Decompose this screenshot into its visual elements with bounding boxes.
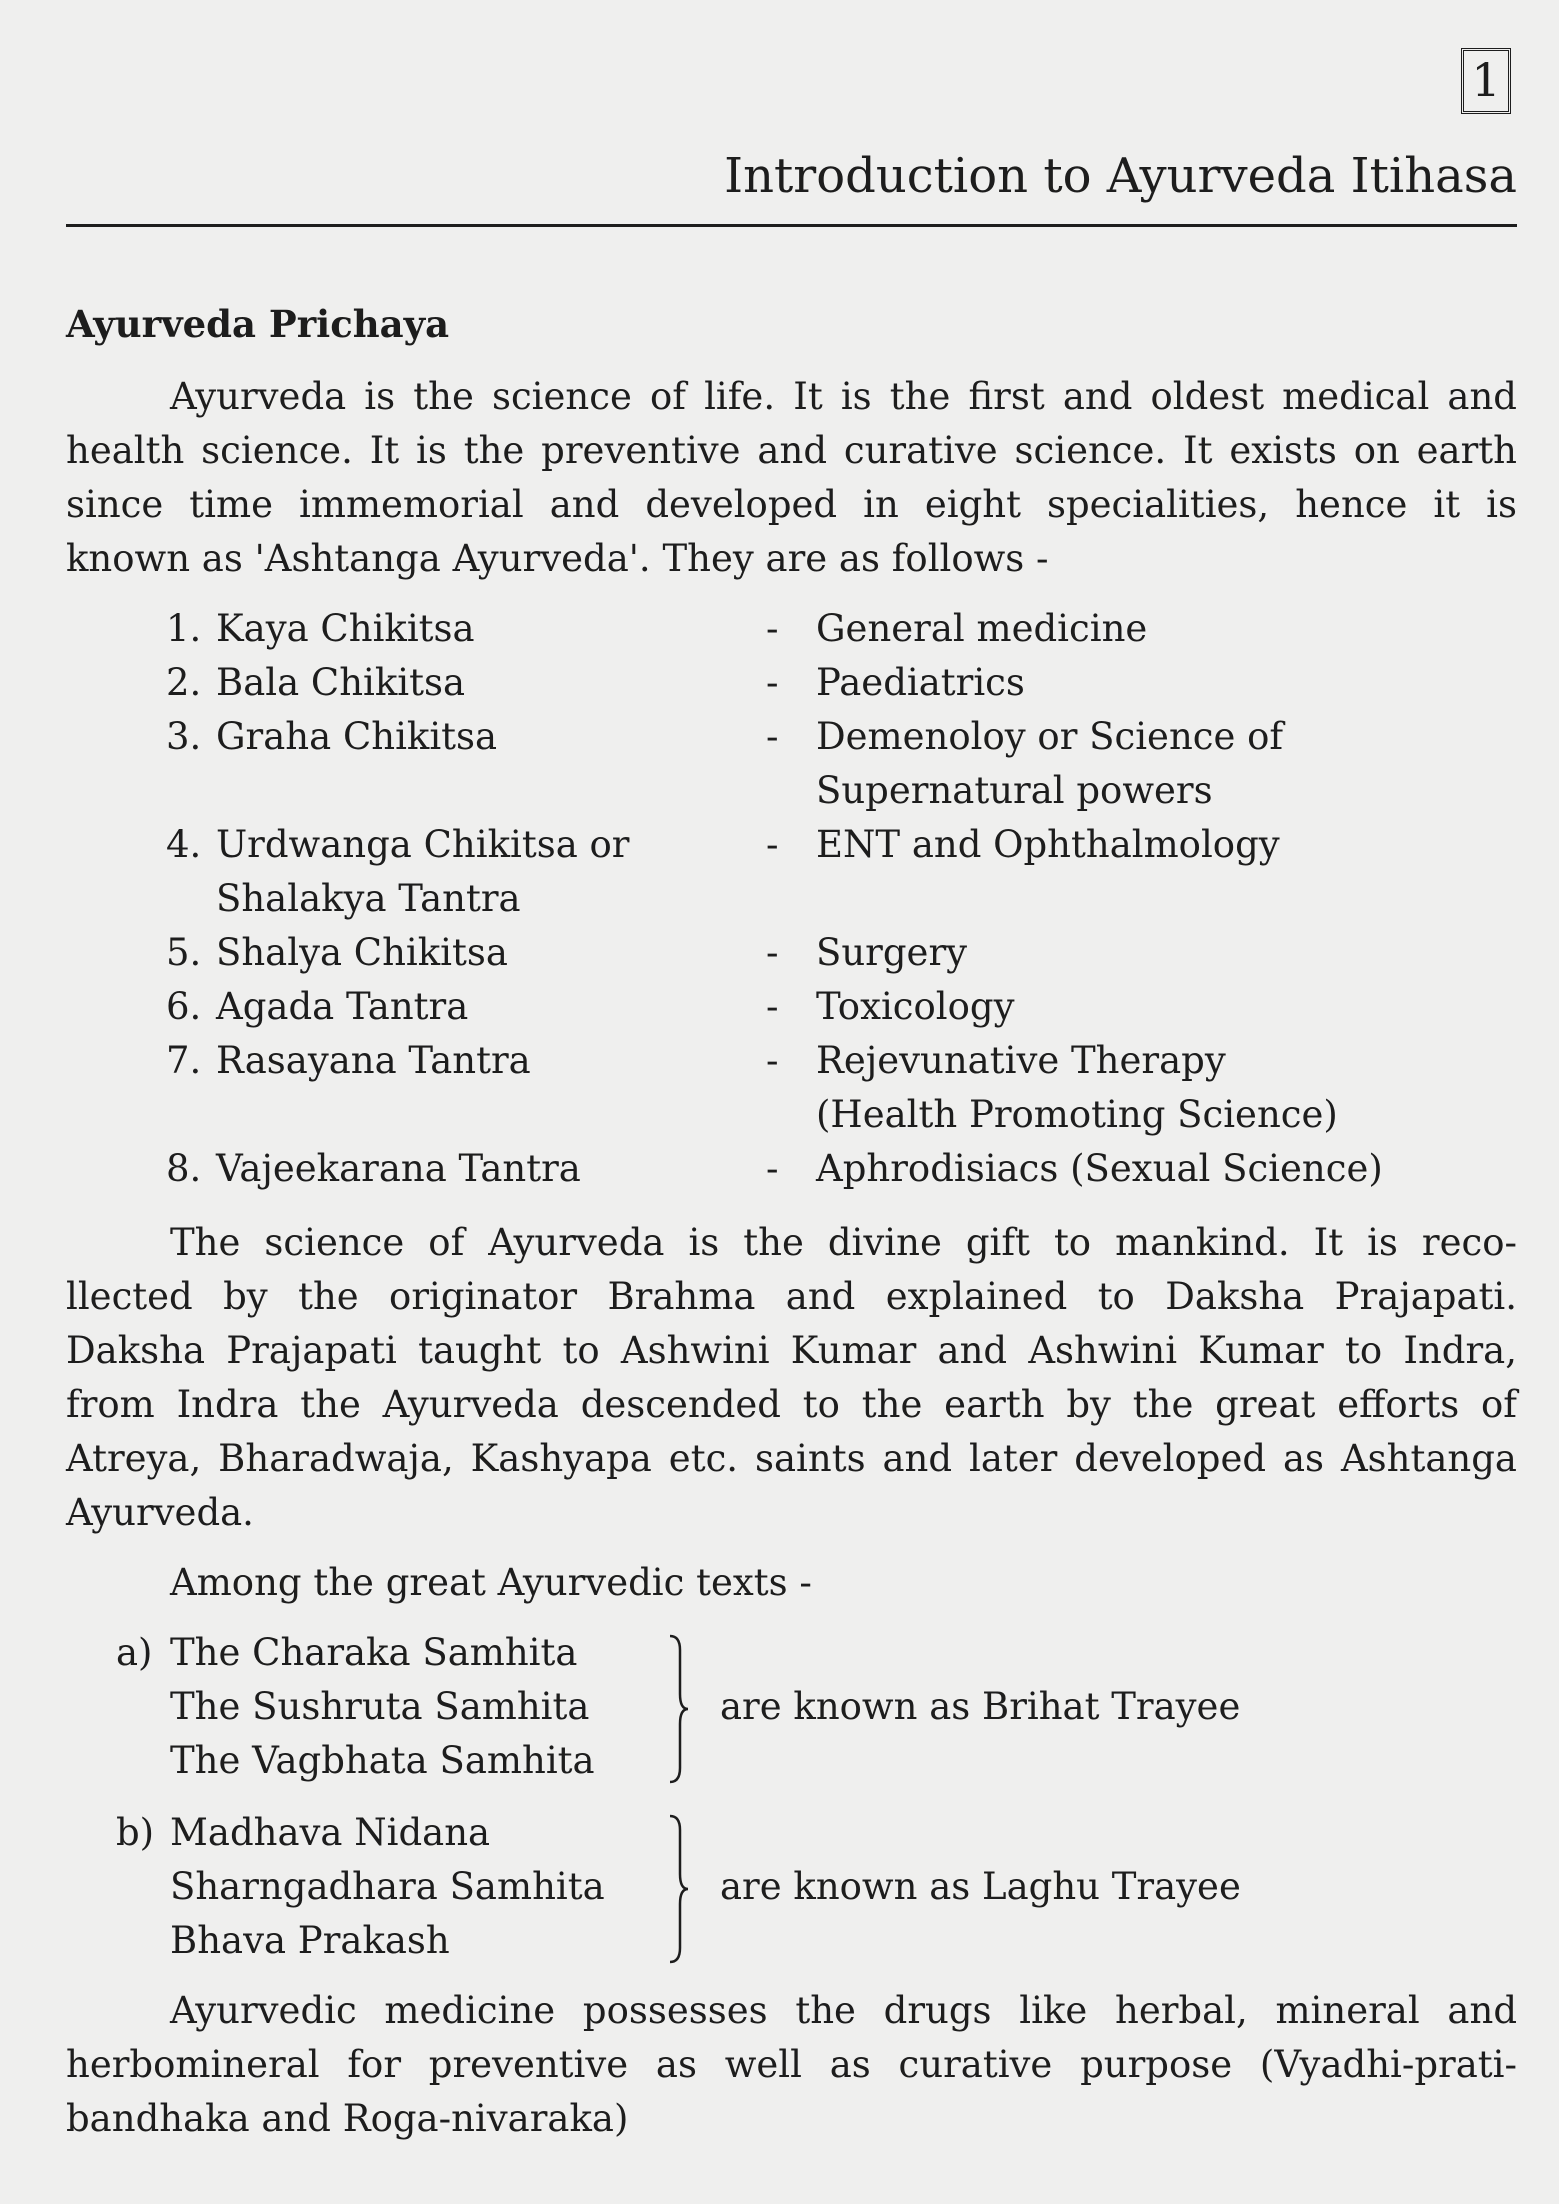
group-item: The Charaka Samhita — [170, 1631, 578, 1674]
closing-line: herbomineral for preventive as well as curative purpose (Vyadhi-prati- — [66, 2043, 1517, 2086]
origin-line: Daksha Prajapati taught to Ashwini Kumar and Ashwini Kumar to Indra, — [66, 1329, 1517, 1372]
speciality-number: 3. — [166, 715, 202, 758]
group-item: Madhava Nidana — [170, 1811, 491, 1854]
speciality-meaning: ENT and Ophthalmology — [816, 823, 1280, 866]
speciality-meaning: Aphrodisiacs (Sexual Science) — [816, 1147, 1383, 1190]
speciality-dash: - — [766, 823, 779, 866]
speciality-dash: - — [766, 1147, 779, 1190]
intro-line: Ayurveda is the science of life. It is the first and oldest medical and — [170, 375, 1517, 418]
group-item: Sharngadhara Samhita — [170, 1865, 605, 1908]
intro-line: since time immemorial and developed in eight specialities, hence it is — [66, 483, 1517, 526]
intro-line: health science. It is the preventive and curative science. It exists on earth — [66, 429, 1517, 472]
speciality-dash: - — [766, 931, 779, 974]
closing-line: Ayurvedic medicine possesses the drugs like herbal, mineral and — [170, 1989, 1517, 2032]
speciality-meaning: (Health Promoting Science) — [816, 1093, 1338, 1136]
speciality-number: 4. — [166, 823, 202, 866]
speciality-name: Shalakya Tantra — [216, 877, 521, 920]
speciality-name: Kaya Chikitsa — [216, 607, 475, 650]
closing-line: bandhaka and Roga-nivaraka) — [66, 2097, 629, 2140]
speciality-name: Rasayana Tantra — [216, 1039, 531, 1082]
speciality-meaning: Toxicology — [816, 985, 1015, 1028]
origin-line: Atreya, Bharadwaja, Kashyapa etc. saints and later developed as Ashtanga — [66, 1437, 1517, 1480]
origin-line: The science of Ayurveda is the divine gift to mankind. It is reco- — [170, 1221, 1517, 1264]
group-item: Bhava Prakash — [170, 1919, 450, 1962]
speciality-meaning: Paediatrics — [816, 661, 1025, 704]
speciality-dash: - — [766, 1039, 779, 1082]
intro-line: known as 'Ashtanga Ayurveda'. They are as follows - — [66, 537, 1049, 580]
speciality-name: Urdwanga Chikitsa or — [216, 823, 630, 866]
speciality-number: 7. — [166, 1039, 202, 1082]
speciality-name: Bala Chikitsa — [216, 661, 466, 704]
speciality-number: 6. — [166, 985, 202, 1028]
group-label: a) — [116, 1631, 153, 1674]
speciality-name: Vajeekarana Tantra — [216, 1147, 581, 1190]
group-label: b) — [116, 1811, 155, 1854]
speciality-name: Graha Chikitsa — [216, 715, 498, 758]
texts-intro: Among the great Ayurvedic texts - — [170, 1561, 812, 1604]
speciality-dash: - — [766, 607, 779, 650]
title-rule — [66, 224, 1517, 227]
speciality-number: 1. — [166, 607, 202, 650]
speciality-number: 2. — [166, 661, 202, 704]
right-brace — [666, 1814, 682, 1964]
chapter-title: Introduction to Ayurveda Itihasa — [724, 148, 1517, 204]
right-brace — [666, 1634, 682, 1784]
speciality-dash: - — [766, 985, 779, 1028]
group-item: The Vagbhata Samhita — [170, 1739, 595, 1782]
speciality-dash: - — [766, 661, 779, 704]
speciality-number: 8. — [166, 1147, 202, 1190]
origin-line: Ayurveda. — [66, 1491, 254, 1534]
speciality-meaning: General medicine — [816, 607, 1148, 650]
speciality-dash: - — [766, 715, 779, 758]
speciality-meaning: Rejevunative Therapy — [816, 1039, 1226, 1082]
speciality-name: Agada Tantra — [216, 985, 469, 1028]
speciality-name: Shalya Chikitsa — [216, 931, 508, 974]
section-heading: Ayurveda Prichaya — [66, 302, 450, 346]
speciality-meaning: Demenoloy or Science of — [816, 715, 1284, 758]
chapter-number-box — [1461, 48, 1511, 114]
group-item: The Sushruta Samhita — [170, 1685, 590, 1728]
group-known-as: are known as Brihat Trayee — [720, 1685, 1241, 1728]
group-known-as: are known as Laghu Trayee — [720, 1865, 1241, 1908]
origin-line: llected by the originator Brahma and explained to Daksha Prajapati. — [66, 1275, 1517, 1318]
speciality-number: 5. — [166, 931, 202, 974]
speciality-meaning: Surgery — [816, 931, 968, 974]
speciality-meaning: Supernatural powers — [816, 769, 1213, 812]
chapter-number: 1 — [1471, 53, 1501, 107]
origin-line: from Indra the Ayurveda descended to the earth by the great efforts of — [66, 1383, 1517, 1426]
